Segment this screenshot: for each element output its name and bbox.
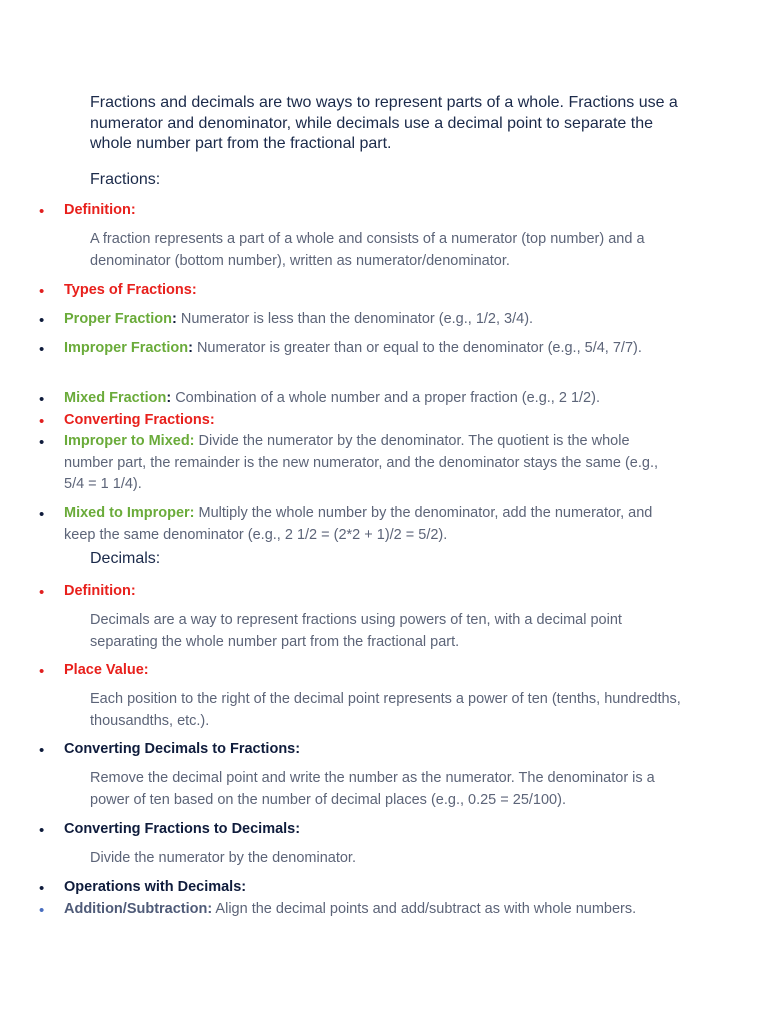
addition-subtraction-item bbox=[64, 899, 674, 921]
fractions-to-decimals-label: Converting Fractions to Decimals: bbox=[64, 821, 301, 837]
mixed-fraction-label: Mixed Fraction bbox=[64, 390, 167, 406]
operations-with-decimals-label: Operations with Decimals: bbox=[64, 879, 247, 895]
proper-fraction-item bbox=[64, 309, 674, 331]
bullet-icon: • bbox=[39, 880, 45, 897]
decimals-to-fractions-item bbox=[64, 739, 674, 761]
bullet-icon: • bbox=[39, 203, 45, 220]
types-of-fractions-label: Types of Fractions: bbox=[64, 282, 197, 298]
types-of-fractions-item bbox=[64, 280, 674, 302]
fractions-to-decimals-item bbox=[64, 819, 674, 841]
bullet-icon: • bbox=[39, 391, 45, 408]
bullet-icon: • bbox=[39, 413, 45, 430]
fractions-to-decimals-text: Divide the numerator by the denominator. bbox=[90, 850, 356, 866]
decimals-definition-text: Decimals are a way to represent fractions using powers of ten, with a decimal point separating the whole number part from the fractional part. bbox=[90, 612, 622, 650]
decimals-to-fractions-text: Remove the decimal point and write the number as the numerator. The denominator is a power of ten based on the number of decimal places (e.g., 0.25 = 25/100). bbox=[90, 770, 655, 808]
addition-subtraction-label: Addition/Subtraction: bbox=[64, 901, 213, 917]
bullet-icon: • bbox=[39, 506, 45, 523]
place-value-item bbox=[64, 660, 674, 682]
bullet-icon: • bbox=[39, 312, 45, 329]
fractions-definition-text: A fraction represents a part of a whole and consists of a numerator (top number) and a denominator (bottom number), written as numerator/denominator. bbox=[90, 231, 645, 269]
place-value-label: Place Value: bbox=[64, 662, 149, 678]
decimals-to-fractions-label: Converting Decimals to Fractions: bbox=[64, 741, 301, 757]
improper-fraction-item bbox=[64, 338, 674, 360]
converting-fractions-label: Converting Fractions: bbox=[64, 412, 215, 428]
bullet-icon: • bbox=[39, 283, 45, 300]
converting-fractions-item bbox=[64, 410, 674, 432]
intro-paragraph: Fractions and decimals are two ways to represent parts of a whole. Fractions use a numerator and denominator, while decimals use a decimal point to separate the whole number part from the fractional part. bbox=[90, 94, 678, 152]
bullet-icon: • bbox=[39, 663, 45, 680]
place-value-text: Each position to the right of the decimal point represents a power of ten (tenths, hundredths, thousandths, etc.). bbox=[90, 691, 681, 729]
decimals-definition-item bbox=[64, 581, 674, 603]
bullet-icon: • bbox=[39, 434, 45, 451]
improper-to-mixed-text: Divide the numerator by the denominator. The quotient is the whole number part, the remainder is the new numerator, and the denominator stays the same (e.g., 5/4 = 1 1/4). bbox=[64, 433, 659, 492]
fractions-definition-item bbox=[64, 200, 674, 222]
improper-to-mixed-label: Improper to Mixed: bbox=[64, 433, 195, 449]
decimals-heading: Decimals: bbox=[90, 550, 161, 567]
addition-subtraction-text: Align the decimal points and add/subtract as with whole numbers. bbox=[212, 901, 637, 917]
proper-fraction-label: Proper Fraction bbox=[64, 311, 172, 327]
colon: : bbox=[171, 311, 177, 327]
colon: : bbox=[188, 340, 193, 356]
operations-with-decimals-item bbox=[64, 877, 674, 899]
mixed-to-improper-text: Multiply the whole number by the denominator, add the numerator, and keep the same denominator (e.g., 2 1/2 = (2*2 + 1)/2 = 5/2). bbox=[64, 505, 653, 543]
mixed-fraction-item bbox=[64, 388, 674, 410]
fractions-definition-label: Definition: bbox=[64, 202, 136, 218]
bullet-icon: • bbox=[39, 341, 45, 358]
improper-fraction-text: Numerator is greater than or equal to the denominator (e.g., 5/4, 7/7). bbox=[192, 340, 642, 356]
colon: : bbox=[166, 390, 172, 406]
mixed-to-improper-label: Mixed to Improper: bbox=[64, 505, 195, 521]
proper-fraction-text: Numerator is less than the denominator (e.g., 1/2, 3/4). bbox=[176, 311, 534, 327]
decimals-definition-label: Definition: bbox=[64, 583, 136, 599]
bullet-icon: • bbox=[39, 584, 45, 601]
mixed-to-improper-item bbox=[64, 503, 674, 546]
mixed-fraction-text: Combination of a whole number and a proper fraction (e.g., 2 1/2). bbox=[171, 390, 600, 406]
bullet-icon: • bbox=[39, 742, 45, 759]
bullet-icon: • bbox=[39, 822, 45, 839]
bullet-icon: • bbox=[39, 902, 45, 919]
improper-to-mixed-item bbox=[64, 431, 674, 496]
improper-fraction-label: Improper Fraction bbox=[64, 340, 189, 356]
fractions-heading: Fractions: bbox=[90, 171, 161, 188]
